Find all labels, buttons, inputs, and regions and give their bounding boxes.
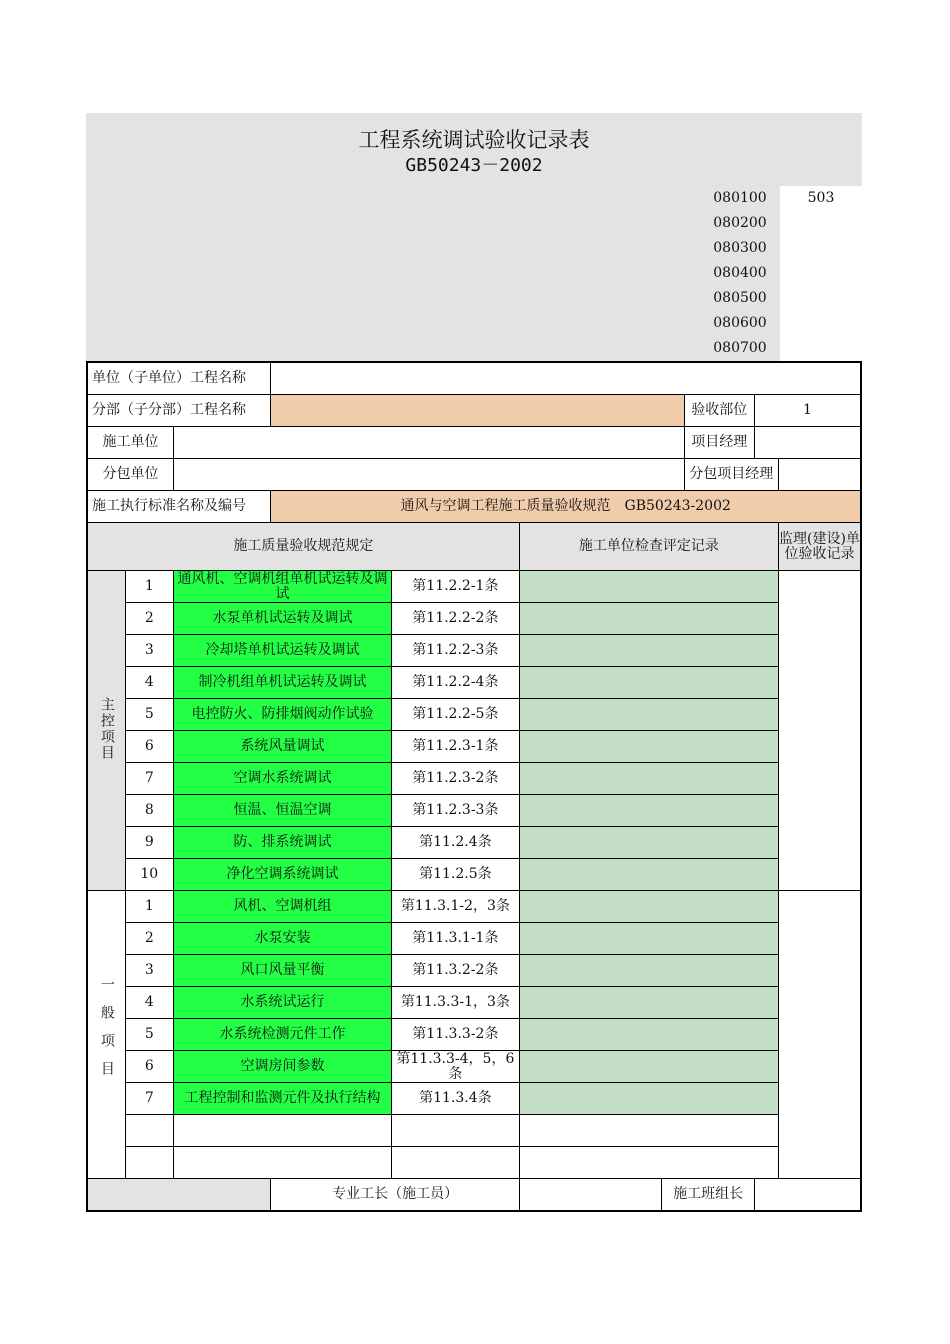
item-no: 4: [125, 987, 173, 1019]
check-record-cell[interactable]: [519, 955, 778, 987]
main-items-group: [87, 571, 125, 891]
item-name: 电控防火、防排烟阀动作试验: [173, 699, 391, 731]
empty-cell[interactable]: [519, 1115, 778, 1147]
supervisor-cell-general[interactable]: [778, 891, 861, 1179]
supervisor-cell-main[interactable]: [778, 571, 861, 891]
item-name: 风口风量平衡: [173, 955, 391, 987]
item-clause: 第11.3.2-2条: [392, 955, 520, 987]
sub-project-manager-field[interactable]: [778, 459, 861, 491]
foreman-label: 专业工长（施工员）: [271, 1179, 519, 1212]
item-no: 1: [125, 891, 173, 923]
check-record-cell[interactable]: [519, 635, 778, 667]
item-no: 10: [125, 859, 173, 891]
item-name: 空调水系统调试: [173, 763, 391, 795]
code-value-column: [780, 186, 862, 361]
item-name: 冷却塔单机试运转及调试: [173, 635, 391, 667]
item-no: 5: [125, 1019, 173, 1051]
unit-project-label: 单位（子单位）工程名称: [87, 362, 271, 395]
team-leader-label: 施工班组长: [662, 1179, 754, 1212]
item-name: 空调房间参数: [173, 1051, 391, 1083]
check-record-cell[interactable]: [519, 731, 778, 763]
item-name: 工程控制和监测元件及执行结构: [173, 1083, 391, 1115]
item-no: 8: [125, 795, 173, 827]
item-clause: 第11.2.2-2条: [392, 603, 520, 635]
item-name: 制冷机组单机试运转及调试: [173, 667, 391, 699]
check-record-cell[interactable]: [519, 699, 778, 731]
item-no: 2: [125, 923, 173, 955]
item-name: 风机、空调机组: [173, 891, 391, 923]
foreman-field[interactable]: [519, 1179, 662, 1212]
item-name: 通风机、空调机组单机试运转及调试: [173, 571, 391, 603]
sub-project-manager-label: 分包项目经理: [684, 459, 778, 491]
check-record-cell[interactable]: [519, 795, 778, 827]
empty-cell[interactable]: [125, 1115, 173, 1147]
item-clause: 第11.2.2-4条: [392, 667, 520, 699]
team-leader-field[interactable]: [754, 1179, 861, 1212]
check-record-cell[interactable]: [519, 571, 778, 603]
check-record-cell[interactable]: [519, 859, 778, 891]
empty-cell[interactable]: [125, 1147, 173, 1179]
item-no: 6: [125, 1051, 173, 1083]
standard-label: 施工执行标准名称及编号: [87, 491, 271, 523]
code-item: 080700: [713, 340, 767, 356]
item-clause: 第11.2.2-3条: [392, 635, 520, 667]
item-name: 水泵安装: [173, 923, 391, 955]
item-no: 7: [125, 763, 173, 795]
item-no: 3: [125, 635, 173, 667]
code-list: [700, 186, 780, 361]
item-name: 水系统检测元件工作: [173, 1019, 391, 1051]
sub-project-label: 分部（子分部）工程名称: [87, 395, 271, 427]
item-no: 2: [125, 603, 173, 635]
empty-cell[interactable]: [392, 1115, 520, 1147]
subcontractor-field[interactable]: [173, 459, 684, 491]
acceptance-part-label: 验收部位: [684, 395, 754, 427]
code-item: 080300: [713, 240, 767, 256]
general-items-group: [87, 891, 125, 1179]
item-clause: 第11.3.3-4，5，6条: [392, 1051, 520, 1083]
page-subtitle: GB50243－2002: [405, 155, 543, 176]
item-clause: 第11.2.2-1条: [392, 571, 520, 603]
empty-cell[interactable]: [173, 1115, 391, 1147]
construction-unit-field[interactable]: [173, 427, 684, 459]
check-record-cell[interactable]: [519, 1019, 778, 1051]
check-record-cell[interactable]: [519, 923, 778, 955]
check-record-cell[interactable]: [519, 1051, 778, 1083]
unit-project-field[interactable]: [271, 362, 861, 395]
code-item: 080500: [713, 290, 767, 306]
item-clause: 第11.3.3-2条: [392, 1019, 520, 1051]
item-name: 系统风量调试: [173, 731, 391, 763]
item-clause: 第11.3.4条: [392, 1083, 520, 1115]
project-manager-field[interactable]: [754, 427, 861, 459]
item-clause: 第11.2.4条: [392, 827, 520, 859]
item-clause: 第11.2.3-1条: [392, 731, 520, 763]
item-clause: 第11.2.3-3条: [392, 795, 520, 827]
footer-blank: [87, 1179, 271, 1212]
code-item: 080400: [713, 265, 767, 281]
item-clause: 第11.3.1-2，3条: [392, 891, 520, 923]
standard-value: 通风与空调工程施工质量验收规范 GB50243-2002: [271, 491, 861, 523]
empty-cell[interactable]: [173, 1147, 391, 1179]
item-no: 4: [125, 667, 173, 699]
project-manager-label: 项目经理: [684, 427, 754, 459]
check-record-cell[interactable]: [519, 667, 778, 699]
code-item: 080600: [713, 315, 767, 331]
check-record-cell[interactable]: [519, 1083, 778, 1115]
item-name: 净化空调系统调试: [173, 859, 391, 891]
check-record-header: 施工单位检查评定记录: [519, 523, 778, 571]
item-no: 7: [125, 1083, 173, 1115]
construction-unit-label: 施工单位: [87, 427, 173, 459]
check-record-cell[interactable]: [519, 763, 778, 795]
sub-project-field[interactable]: [271, 395, 684, 427]
acceptance-part-value[interactable]: 1: [754, 395, 861, 427]
item-name: 水系统试运行: [173, 987, 391, 1019]
supervisor-header: 监理(建设)单位验收记录: [778, 523, 861, 571]
empty-cell[interactable]: [392, 1147, 520, 1179]
item-name: 恒温、恒温空调: [173, 795, 391, 827]
code-item: 080200: [713, 215, 767, 231]
record-table: [86, 361, 862, 1212]
spec-header: 施工质量验收规范规定: [87, 523, 519, 571]
empty-cell[interactable]: [519, 1147, 778, 1179]
general-items-label: 一般项目: [98, 976, 115, 1089]
code-item: 080100: [713, 190, 767, 206]
item-no: 5: [125, 699, 173, 731]
item-clause: 第11.3.3-1，3条: [392, 987, 520, 1019]
item-no: 1: [125, 571, 173, 603]
item-clause: 第11.2.5条: [392, 859, 520, 891]
subcontractor-label: 分包单位: [87, 459, 173, 491]
item-clause: 第11.2.2-5条: [392, 699, 520, 731]
check-record-cell[interactable]: [519, 603, 778, 635]
page-title: 工程系统调试验收记录表: [358, 128, 590, 152]
code-value: 503: [807, 190, 835, 206]
item-clause: 第11.2.3-2条: [392, 763, 520, 795]
check-record-cell[interactable]: [519, 827, 778, 859]
item-clause: 第11.3.1-1条: [392, 923, 520, 955]
item-no: 3: [125, 955, 173, 987]
main-items-label: 主控项目: [98, 696, 115, 761]
check-record-cell[interactable]: [519, 891, 778, 923]
check-record-cell[interactable]: [519, 987, 778, 1019]
item-no: 9: [125, 827, 173, 859]
item-name: 防、排系统调试: [173, 827, 391, 859]
item-name: 水泵单机试运转及调试: [173, 603, 391, 635]
item-no: 6: [125, 731, 173, 763]
